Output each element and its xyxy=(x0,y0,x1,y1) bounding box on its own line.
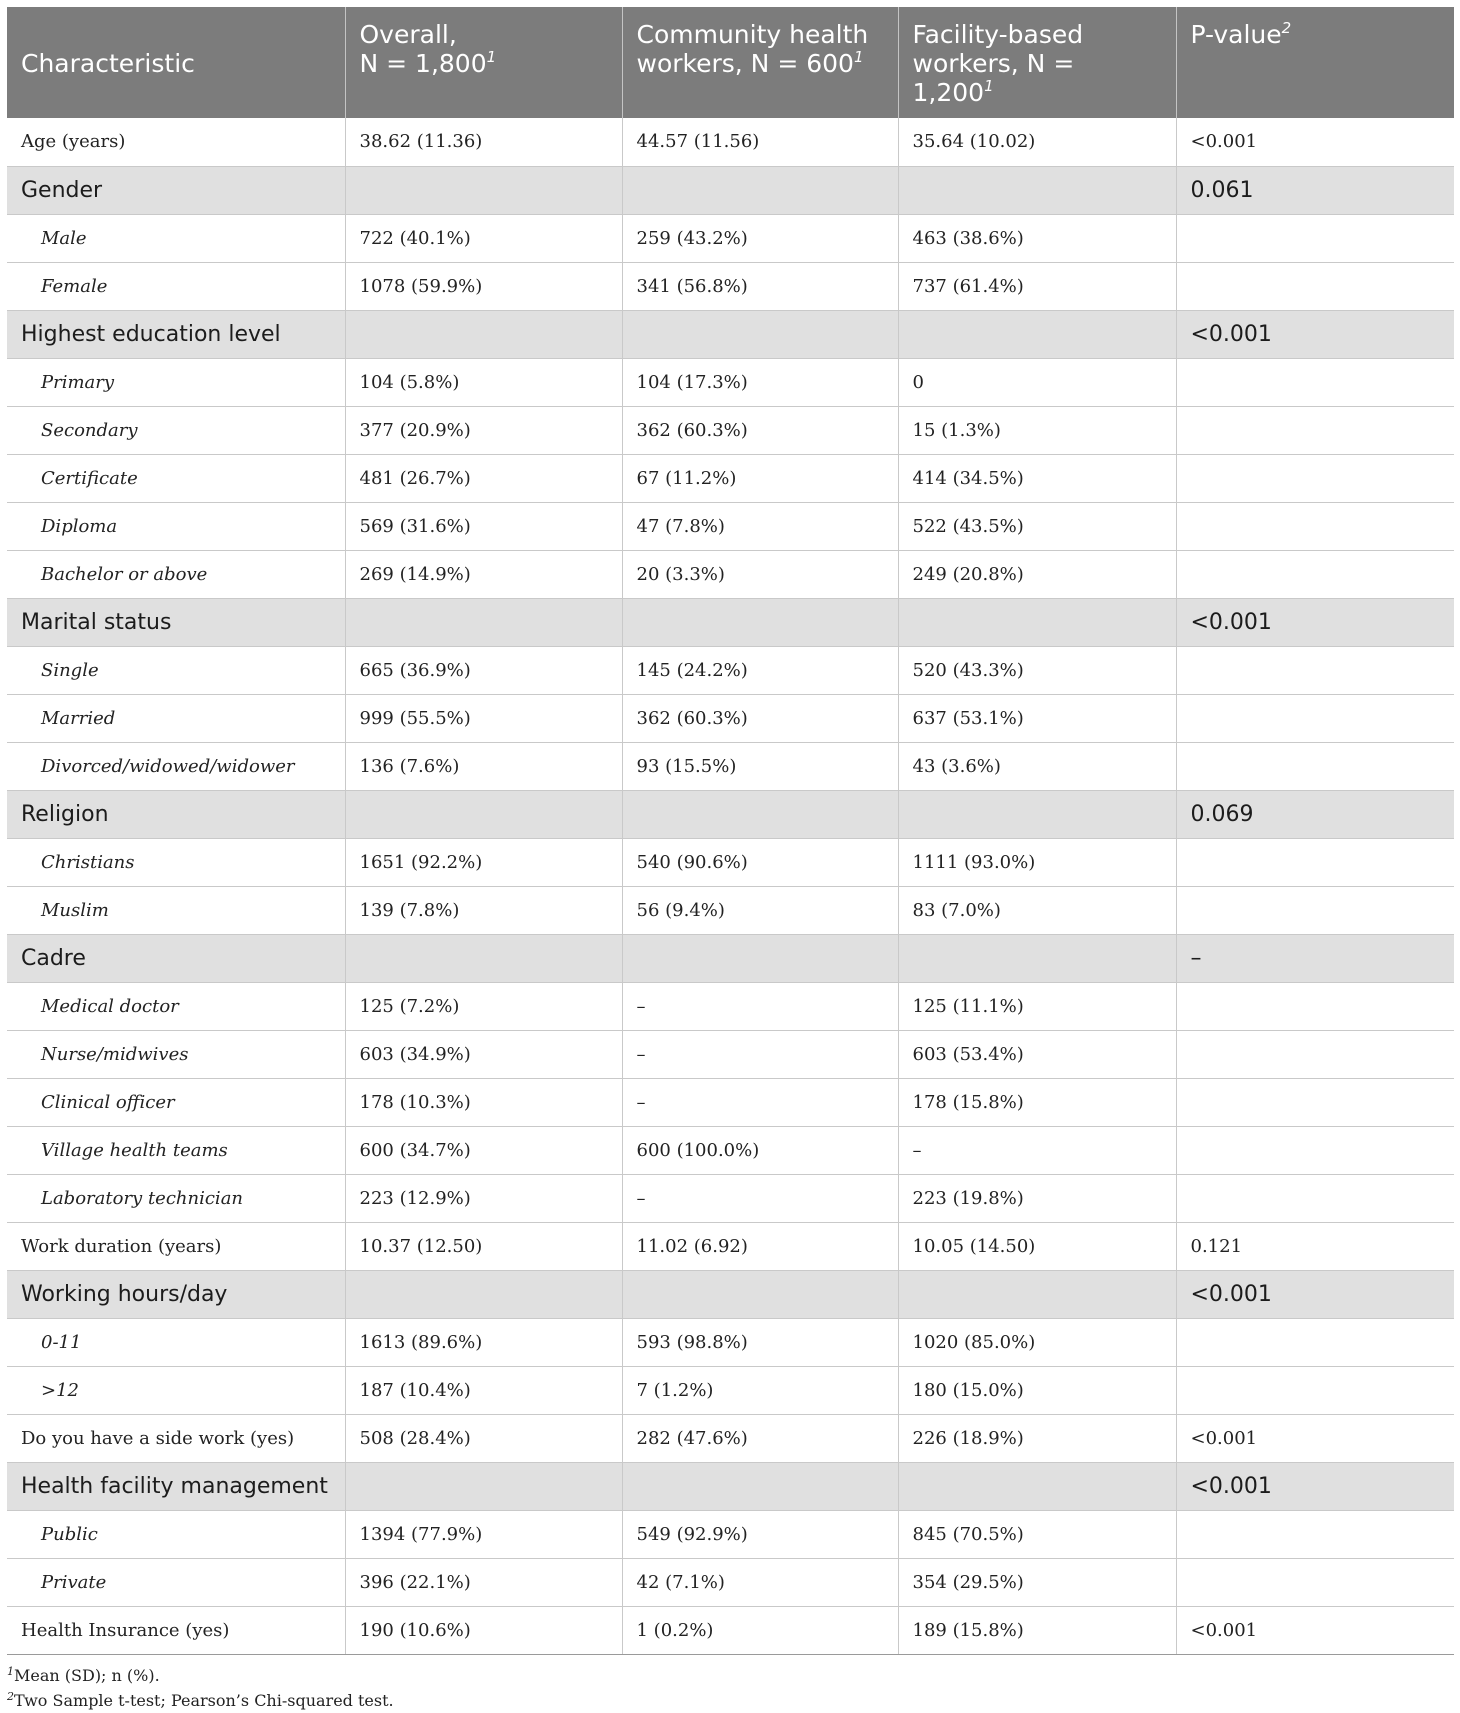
header-characteristic-label: Characteristic xyxy=(21,49,195,78)
community-health-workers-cell: – xyxy=(622,982,898,1030)
p-value-cell xyxy=(1176,406,1454,454)
p-value-cell xyxy=(1176,742,1454,790)
table-row xyxy=(7,1366,1454,1414)
characteristic-cell: Marital status xyxy=(7,598,345,646)
characteristic-cell: Nurse/midwives xyxy=(7,1030,345,1078)
community-health-workers-cell: – xyxy=(622,1174,898,1222)
header-characteristic xyxy=(7,7,345,118)
community-health-workers-cell xyxy=(622,790,898,838)
characteristic-cell: Work duration (years) xyxy=(7,1222,345,1270)
table-row xyxy=(7,694,1454,742)
table-group-row xyxy=(7,310,1454,358)
characteristic-cell: Diploma xyxy=(7,502,345,550)
characteristic-cell: Laboratory technician xyxy=(7,1174,345,1222)
characteristic-cell: Divorced/widowed/widower xyxy=(7,742,345,790)
header-overall xyxy=(345,7,622,118)
community-health-workers-cell: 549 (92.9%) xyxy=(622,1510,898,1558)
p-value-cell xyxy=(1176,1126,1454,1174)
characteristic-cell: Single xyxy=(7,646,345,694)
overall-cell: 396 (22.1%) xyxy=(345,1558,622,1606)
table-row xyxy=(7,118,1454,166)
overall-cell: 569 (31.6%) xyxy=(345,502,622,550)
header-fbw-line2: workers, N = 1,200 xyxy=(912,49,1075,107)
table-row xyxy=(7,742,1454,790)
characteristic-cell: Certificate xyxy=(7,454,345,502)
facility-based-workers-cell: 845 (70.5%) xyxy=(898,1510,1176,1558)
community-health-workers-cell xyxy=(622,598,898,646)
community-health-workers-cell: 56 (9.4%) xyxy=(622,886,898,934)
header-community-health-workers xyxy=(622,7,898,118)
table-row xyxy=(7,838,1454,886)
overall-cell: 377 (20.9%) xyxy=(345,406,622,454)
community-health-workers-cell: 7 (1.2%) xyxy=(622,1366,898,1414)
overall-cell xyxy=(345,790,622,838)
overall-cell: 508 (28.4%) xyxy=(345,1414,622,1462)
overall-cell: 722 (40.1%) xyxy=(345,214,622,262)
footnote-marker: 2 xyxy=(1281,19,1292,37)
characteristic-cell: Muslim xyxy=(7,886,345,934)
overall-cell xyxy=(345,1270,622,1318)
p-value-cell: <0.001 xyxy=(1176,598,1454,646)
p-value-cell xyxy=(1176,694,1454,742)
overall-cell: 1651 (92.2%) xyxy=(345,838,622,886)
characteristic-cell: Do you have a side work (yes) xyxy=(7,1414,345,1462)
p-value-cell xyxy=(1176,1078,1454,1126)
community-health-workers-cell: 42 (7.1%) xyxy=(622,1558,898,1606)
p-value-cell xyxy=(1176,454,1454,502)
header-row xyxy=(7,7,1454,118)
table-group-row xyxy=(7,1462,1454,1510)
table-row xyxy=(7,646,1454,694)
facility-based-workers-cell: 737 (61.4%) xyxy=(898,262,1176,310)
characteristic-cell: 0-11 xyxy=(7,1318,345,1366)
table-row xyxy=(7,262,1454,310)
table-row xyxy=(7,982,1454,1030)
characteristic-cell: Secondary xyxy=(7,406,345,454)
p-value-cell xyxy=(1176,1366,1454,1414)
characteristic-cell: Medical doctor xyxy=(7,982,345,1030)
facility-based-workers-cell xyxy=(898,1270,1176,1318)
characteristic-cell: Primary xyxy=(7,358,345,406)
overall-cell: 665 (36.9%) xyxy=(345,646,622,694)
p-value-cell: <0.001 xyxy=(1176,1270,1454,1318)
header-facility-based-workers xyxy=(898,7,1176,118)
header-fbw-line1: Facility-based xyxy=(912,20,1084,49)
footnote-text: Mean (SD); n (%). xyxy=(14,1665,160,1685)
p-value-cell xyxy=(1176,982,1454,1030)
facility-based-workers-cell: – xyxy=(898,1126,1176,1174)
community-health-workers-cell: 93 (15.5%) xyxy=(622,742,898,790)
community-health-workers-cell xyxy=(622,166,898,214)
facility-based-workers-cell: 43 (3.6%) xyxy=(898,742,1176,790)
characteristic-cell: Health facility management xyxy=(7,1462,345,1510)
facility-based-workers-cell: 35.64 (10.02) xyxy=(898,118,1176,166)
header-p-value xyxy=(1176,7,1454,118)
overall-cell: 178 (10.3%) xyxy=(345,1078,622,1126)
table-row xyxy=(7,1222,1454,1270)
p-value-cell xyxy=(1176,502,1454,550)
facility-based-workers-cell: 637 (53.1%) xyxy=(898,694,1176,742)
facility-based-workers-cell: 180 (15.0%) xyxy=(898,1366,1176,1414)
table-container xyxy=(7,7,1454,1713)
footnote-marker: 1 xyxy=(853,48,864,66)
facility-based-workers-cell: 520 (43.3%) xyxy=(898,646,1176,694)
overall-cell xyxy=(345,934,622,982)
table-row xyxy=(7,1606,1454,1654)
header-chw-line2: workers, N = 600 xyxy=(636,49,854,78)
community-health-workers-cell: 540 (90.6%) xyxy=(622,838,898,886)
p-value-cell xyxy=(1176,646,1454,694)
overall-cell: 38.62 (11.36) xyxy=(345,118,622,166)
table-row xyxy=(7,214,1454,262)
header-overall-line2: N = 1,800 xyxy=(359,49,487,78)
overall-cell: 223 (12.9%) xyxy=(345,1174,622,1222)
characteristic-cell: Age (years) xyxy=(7,118,345,166)
characteristic-cell: Clinical officer xyxy=(7,1078,345,1126)
p-value-cell: <0.001 xyxy=(1176,1414,1454,1462)
facility-based-workers-cell: 603 (53.4%) xyxy=(898,1030,1176,1078)
footnote-marker: 1 xyxy=(486,48,497,66)
community-health-workers-cell: 44.57 (11.56) xyxy=(622,118,898,166)
table-row xyxy=(7,1558,1454,1606)
table-row xyxy=(7,886,1454,934)
p-value-cell: 0.121 xyxy=(1176,1222,1454,1270)
footnote-mark: 2 xyxy=(7,1689,14,1703)
facility-based-workers-cell: 223 (19.8%) xyxy=(898,1174,1176,1222)
facility-based-workers-cell: 1020 (85.0%) xyxy=(898,1318,1176,1366)
p-value-cell xyxy=(1176,214,1454,262)
community-health-workers-cell: 20 (3.3%) xyxy=(622,550,898,598)
table-group-row xyxy=(7,934,1454,982)
overall-cell: 603 (34.9%) xyxy=(345,1030,622,1078)
community-health-workers-cell: 600 (100.0%) xyxy=(622,1126,898,1174)
overall-cell xyxy=(345,166,622,214)
table-row xyxy=(7,1174,1454,1222)
community-health-workers-cell: 259 (43.2%) xyxy=(622,214,898,262)
footnote-mark: 1 xyxy=(7,1664,14,1678)
characteristic-cell: >12 xyxy=(7,1366,345,1414)
characteristic-cell: Private xyxy=(7,1558,345,1606)
characteristic-cell: Female xyxy=(7,262,345,310)
table-row xyxy=(7,502,1454,550)
overall-cell: 190 (10.6%) xyxy=(345,1606,622,1654)
facility-based-workers-cell xyxy=(898,310,1176,358)
table-row xyxy=(7,1078,1454,1126)
p-value-cell xyxy=(1176,1558,1454,1606)
characteristic-cell: Cadre xyxy=(7,934,345,982)
facility-based-workers-cell: 522 (43.5%) xyxy=(898,502,1176,550)
characteristic-cell: Village health teams xyxy=(7,1126,345,1174)
community-health-workers-cell: 47 (7.8%) xyxy=(622,502,898,550)
facility-based-workers-cell: 189 (15.8%) xyxy=(898,1606,1176,1654)
header-p-value-label: P-value xyxy=(1190,20,1282,49)
p-value-cell xyxy=(1176,262,1454,310)
characteristics-table xyxy=(7,7,1454,1655)
footnote xyxy=(7,1663,1454,1688)
facility-based-workers-cell xyxy=(898,1462,1176,1510)
p-value-cell: – xyxy=(1176,934,1454,982)
characteristic-cell: Health Insurance (yes) xyxy=(7,1606,345,1654)
community-health-workers-cell: 593 (98.8%) xyxy=(622,1318,898,1366)
p-value-cell xyxy=(1176,358,1454,406)
p-value-cell xyxy=(1176,550,1454,598)
facility-based-workers-cell: 249 (20.8%) xyxy=(898,550,1176,598)
header-overall-line1: Overall, xyxy=(359,20,457,49)
overall-cell: 125 (7.2%) xyxy=(345,982,622,1030)
p-value-cell xyxy=(1176,1510,1454,1558)
overall-cell: 104 (5.8%) xyxy=(345,358,622,406)
facility-based-workers-cell xyxy=(898,790,1176,838)
table-row xyxy=(7,1126,1454,1174)
characteristic-cell: Public xyxy=(7,1510,345,1558)
community-health-workers-cell: 362 (60.3%) xyxy=(622,694,898,742)
facility-based-workers-cell: 226 (18.9%) xyxy=(898,1414,1176,1462)
characteristic-cell: Bachelor or above xyxy=(7,550,345,598)
community-health-workers-cell xyxy=(622,310,898,358)
table-group-row xyxy=(7,1270,1454,1318)
characteristic-cell: Working hours/day xyxy=(7,1270,345,1318)
footnote-marker: 1 xyxy=(984,77,994,95)
table-row xyxy=(7,454,1454,502)
facility-based-workers-cell: 0 xyxy=(898,358,1176,406)
community-health-workers-cell xyxy=(622,934,898,982)
overall-cell: 999 (55.5%) xyxy=(345,694,622,742)
p-value-cell xyxy=(1176,838,1454,886)
table-body xyxy=(7,118,1454,1654)
facility-based-workers-cell: 463 (38.6%) xyxy=(898,214,1176,262)
overall-cell: 187 (10.4%) xyxy=(345,1366,622,1414)
community-health-workers-cell: – xyxy=(622,1078,898,1126)
community-health-workers-cell: 362 (60.3%) xyxy=(622,406,898,454)
table-header xyxy=(7,7,1454,118)
characteristic-cell: Gender xyxy=(7,166,345,214)
facility-based-workers-cell: 10.05 (14.50) xyxy=(898,1222,1176,1270)
community-health-workers-cell: 1 (0.2%) xyxy=(622,1606,898,1654)
facility-based-workers-cell: 125 (11.1%) xyxy=(898,982,1176,1030)
table-row xyxy=(7,1414,1454,1462)
table-row xyxy=(7,550,1454,598)
overall-cell xyxy=(345,598,622,646)
facility-based-workers-cell xyxy=(898,934,1176,982)
community-health-workers-cell: – xyxy=(622,1030,898,1078)
facility-based-workers-cell: 83 (7.0%) xyxy=(898,886,1176,934)
community-health-workers-cell: 67 (11.2%) xyxy=(622,454,898,502)
facility-based-workers-cell: 178 (15.8%) xyxy=(898,1078,1176,1126)
p-value-cell: 0.061 xyxy=(1176,166,1454,214)
community-health-workers-cell: 11.02 (6.92) xyxy=(622,1222,898,1270)
overall-cell: 269 (14.9%) xyxy=(345,550,622,598)
p-value-cell: <0.001 xyxy=(1176,310,1454,358)
p-value-cell: 0.069 xyxy=(1176,790,1454,838)
community-health-workers-cell xyxy=(622,1462,898,1510)
header-chw-line1: Community health xyxy=(636,20,869,49)
community-health-workers-cell xyxy=(622,1270,898,1318)
overall-cell: 1613 (89.6%) xyxy=(345,1318,622,1366)
table-group-row xyxy=(7,166,1454,214)
overall-cell: 1078 (59.9%) xyxy=(345,262,622,310)
overall-cell: 139 (7.8%) xyxy=(345,886,622,934)
p-value-cell xyxy=(1176,1174,1454,1222)
characteristic-cell: Married xyxy=(7,694,345,742)
characteristic-cell: Religion xyxy=(7,790,345,838)
table-row xyxy=(7,1030,1454,1078)
p-value-cell: <0.001 xyxy=(1176,118,1454,166)
community-health-workers-cell: 145 (24.2%) xyxy=(622,646,898,694)
footnote-text: Two Sample t-test; Pearson’s Chi-squared test. xyxy=(14,1690,394,1710)
p-value-cell xyxy=(1176,886,1454,934)
overall-cell: 481 (26.7%) xyxy=(345,454,622,502)
community-health-workers-cell: 104 (17.3%) xyxy=(622,358,898,406)
characteristic-cell: Male xyxy=(7,214,345,262)
overall-cell: 10.37 (12.50) xyxy=(345,1222,622,1270)
community-health-workers-cell: 282 (47.6%) xyxy=(622,1414,898,1462)
facility-based-workers-cell: 354 (29.5%) xyxy=(898,1558,1176,1606)
table-row xyxy=(7,358,1454,406)
overall-cell xyxy=(345,310,622,358)
community-health-workers-cell: 341 (56.8%) xyxy=(622,262,898,310)
overall-cell xyxy=(345,1462,622,1510)
table-footnotes xyxy=(7,1663,1454,1713)
overall-cell: 1394 (77.9%) xyxy=(345,1510,622,1558)
overall-cell: 600 (34.7%) xyxy=(345,1126,622,1174)
table-group-row xyxy=(7,598,1454,646)
p-value-cell: <0.001 xyxy=(1176,1462,1454,1510)
overall-cell: 136 (7.6%) xyxy=(345,742,622,790)
characteristic-cell: Christians xyxy=(7,838,345,886)
table-row xyxy=(7,406,1454,454)
p-value-cell: <0.001 xyxy=(1176,1606,1454,1654)
p-value-cell xyxy=(1176,1318,1454,1366)
table-row xyxy=(7,1510,1454,1558)
characteristic-cell: Highest education level xyxy=(7,310,345,358)
table-row xyxy=(7,1318,1454,1366)
facility-based-workers-cell: 1111 (93.0%) xyxy=(898,838,1176,886)
facility-based-workers-cell: 15 (1.3%) xyxy=(898,406,1176,454)
facility-based-workers-cell: 414 (34.5%) xyxy=(898,454,1176,502)
footnote xyxy=(7,1688,1454,1713)
p-value-cell xyxy=(1176,1030,1454,1078)
table-group-row xyxy=(7,790,1454,838)
facility-based-workers-cell xyxy=(898,598,1176,646)
facility-based-workers-cell xyxy=(898,166,1176,214)
